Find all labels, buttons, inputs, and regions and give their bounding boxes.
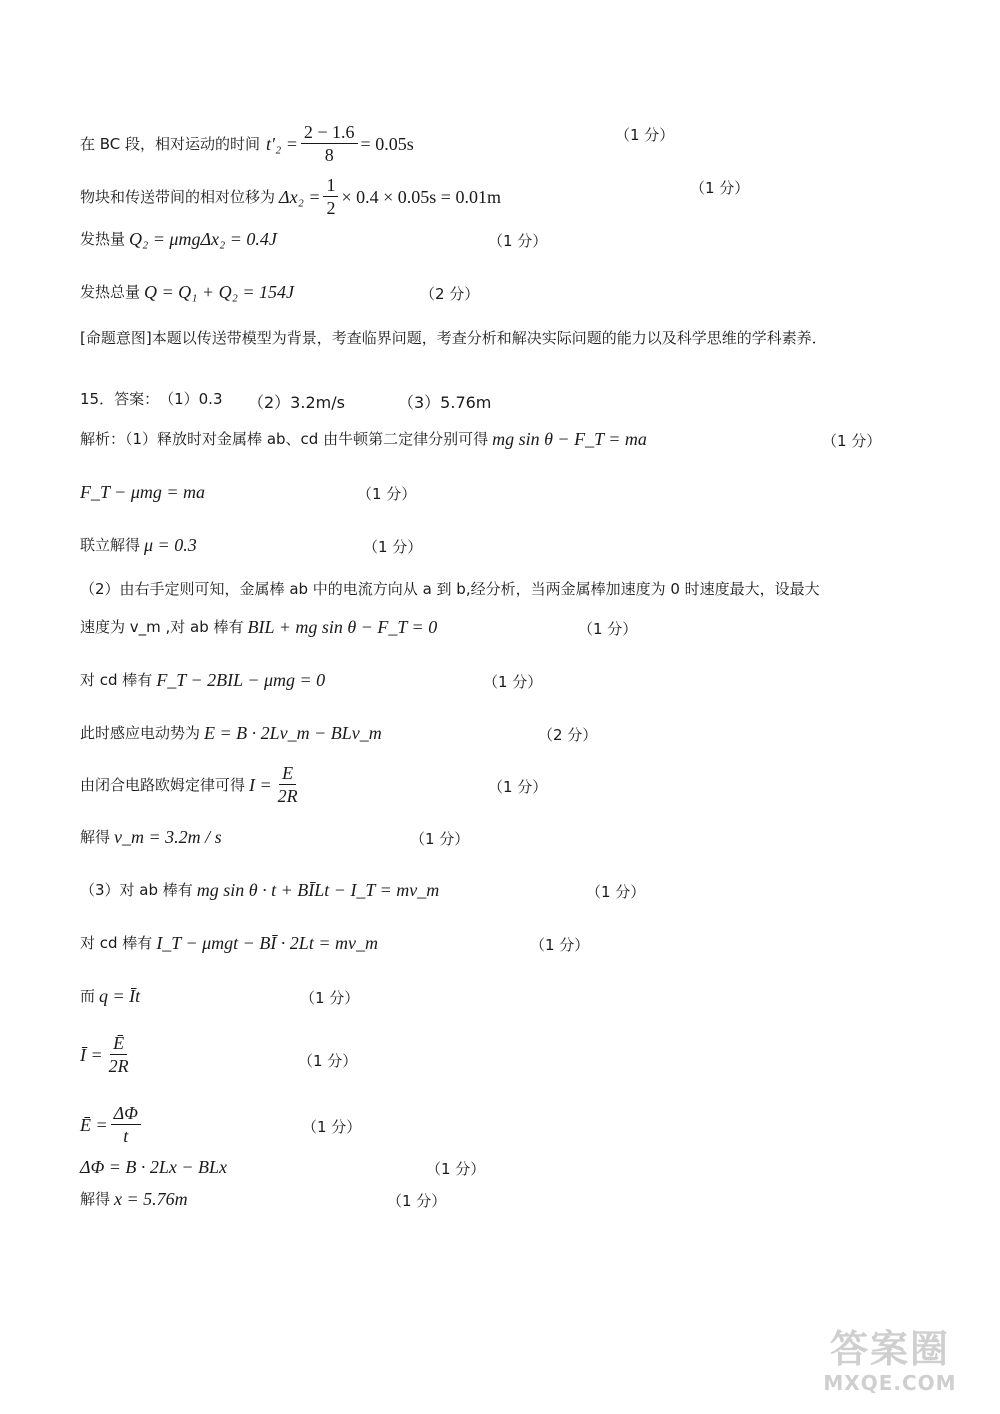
line-part2-cd [80,669,325,691]
line-text: （2）由右手定则可知，金属棒 ab 中的电流方向从 a 到 b,经分析，当两金属棒加速度为 0 时速度最大，设最大 [80,580,820,598]
fraction [301,121,358,166]
line-part3-avg-emf [80,1102,144,1147]
answer-line [80,388,223,410]
line-text: 由闭合电路欧姆定律可得 [80,775,246,794]
line-text: 解得 [80,828,111,846]
score-label: （1 分） [822,432,882,450]
line-analysis-3 [80,534,197,556]
line-text: 解得 [80,1190,111,1208]
answer-label: 15．答案： [80,390,160,408]
line-part2-intro [80,578,820,600]
line-text: 对 cd 棒有 [80,934,153,952]
line-text: 发热量 [80,230,126,248]
watermark-logo [810,1327,970,1402]
line-text: 发热总量 [80,283,141,301]
watermark-bottom-text: MXQE.COM [823,1371,957,1395]
line-part3-result [80,1188,188,1210]
score-label: （2 分） [420,285,480,303]
fraction [106,1032,132,1077]
formula: I_T − μmgt − BĪ · 2Lt = mv_m [156,933,378,953]
fraction-numerator: E [279,762,296,785]
line-analysis-2 [80,481,205,503]
formula: Q₂ = μmgΔx₂ = 0.4J [129,229,277,249]
formula: μ = 0.3 [144,535,197,555]
fraction-numerator: Ē [110,1032,127,1055]
formula: F_T − μmg = ma [80,482,206,502]
answer-part-1: （1）0.3 [159,390,223,408]
score-label: （1 分） [387,1192,447,1210]
line-bc-time [80,121,414,166]
line-heat-total [80,281,294,303]
fraction-denominator: 2 [326,198,336,218]
fraction-numerator: 1 [323,174,338,197]
line-part2-emf [80,722,382,744]
line-text: 联立解得 [80,536,141,554]
answer-part-2: （2）3.2m/s [248,393,345,412]
line-text: 在 BC 段，相对运动的时间 [80,134,261,153]
formula: E = B · 2Lv_m − BLv_m [204,723,382,743]
score-label: （1 分） [530,936,590,954]
line-part3-avg-current [80,1032,135,1077]
score-label: （1 分） [586,883,646,901]
score-label: （1 分） [488,778,548,796]
fraction-denominator: t [123,1126,129,1146]
formula: x = 5.76m [114,1189,188,1209]
score-label: （1 分） [363,538,423,556]
formula: mg sin θ · t + BĪLt − I_T = mv_m [196,880,440,900]
line-text: 物块和传送带间的相对位移为 [80,187,276,206]
score-label: （1 分） [426,1160,486,1178]
formula-rhs: = 0.05s [360,133,414,154]
formula: q = Īt [99,986,141,1006]
line-relative-displacement [80,174,501,219]
line-part2-ohm [80,762,304,807]
formula: Q = Q₁ + Q₂ = 154J [144,282,294,302]
score-label: （1 分） [690,179,750,197]
fraction-denominator: 2R [277,786,298,806]
fraction-numerator: 2 − 1.6 [301,121,358,144]
line-text: 解析：（1）释放时对金属棒 ab、cd 由牛顿第二定律分别可得 [80,430,489,448]
line-text: （3）对 ab 棒有 [80,881,193,899]
line-part2-ab [80,616,437,638]
line-text: 此时感应电动势为 [80,724,201,742]
score-label: （2 分） [538,726,598,744]
score-label: （1 分） [488,232,548,250]
formula: BIL + mg sin θ − F_T = 0 [247,617,438,637]
line-text: 而 [80,987,96,1005]
line-text: 对 cd 棒有 [80,671,153,689]
line-part3-ab [80,879,439,901]
score-label: （1 分） [483,673,543,691]
answer-part-3: （3）5.76m [398,393,492,412]
formula-lhs: Ē = [80,1114,108,1135]
formula-lhs: Ī = [80,1044,103,1065]
fraction [323,174,338,219]
line-heat-q2 [80,228,277,250]
fraction-denominator: 8 [324,145,334,165]
score-label: （1 分） [302,1118,362,1136]
line-part3-cd [80,932,378,954]
formula: mg sin θ − F_T = ma [492,429,647,449]
formula-rhs: × 0.4 × 0.05s = 0.01m [341,186,501,207]
fraction [111,1102,141,1147]
score-label: （1 分） [410,830,470,848]
score-label: （1 分） [300,989,360,1007]
formula-lhs: t′₂ = [266,133,298,154]
fraction-denominator: 2R [108,1056,129,1076]
formula: v_m = 3.2m / s [114,827,222,847]
line-part3-charge [80,985,140,1007]
formula-lhs: Δx₂ = [279,186,321,207]
formula-lhs: I = [249,774,272,795]
score-label: （1 分） [615,126,675,144]
fraction-numerator: ΔΦ [111,1102,141,1125]
watermark-top-text: 答案圈 [829,1327,950,1371]
formula: F_T − 2BIL − μmg = 0 [156,670,326,690]
score-label: （1 分） [298,1052,358,1070]
score-label: （1 分） [578,620,638,638]
formula: ΔΦ = B · 2Lx − BLx [80,1157,228,1177]
line-text: 速度为 v_m ,对 ab 棒有 [80,618,244,636]
intent-paragraph: [命题意图]本题以传送带模型为背景，考查临界问题，考查分析和解决实际问题的能力以及科学思维的学科素养． [80,329,827,347]
line-part2-result [80,826,222,848]
line-part3-flux [80,1156,227,1178]
fraction [275,762,301,807]
score-label: （1 分） [357,485,417,503]
line-analysis-1 [80,428,647,450]
